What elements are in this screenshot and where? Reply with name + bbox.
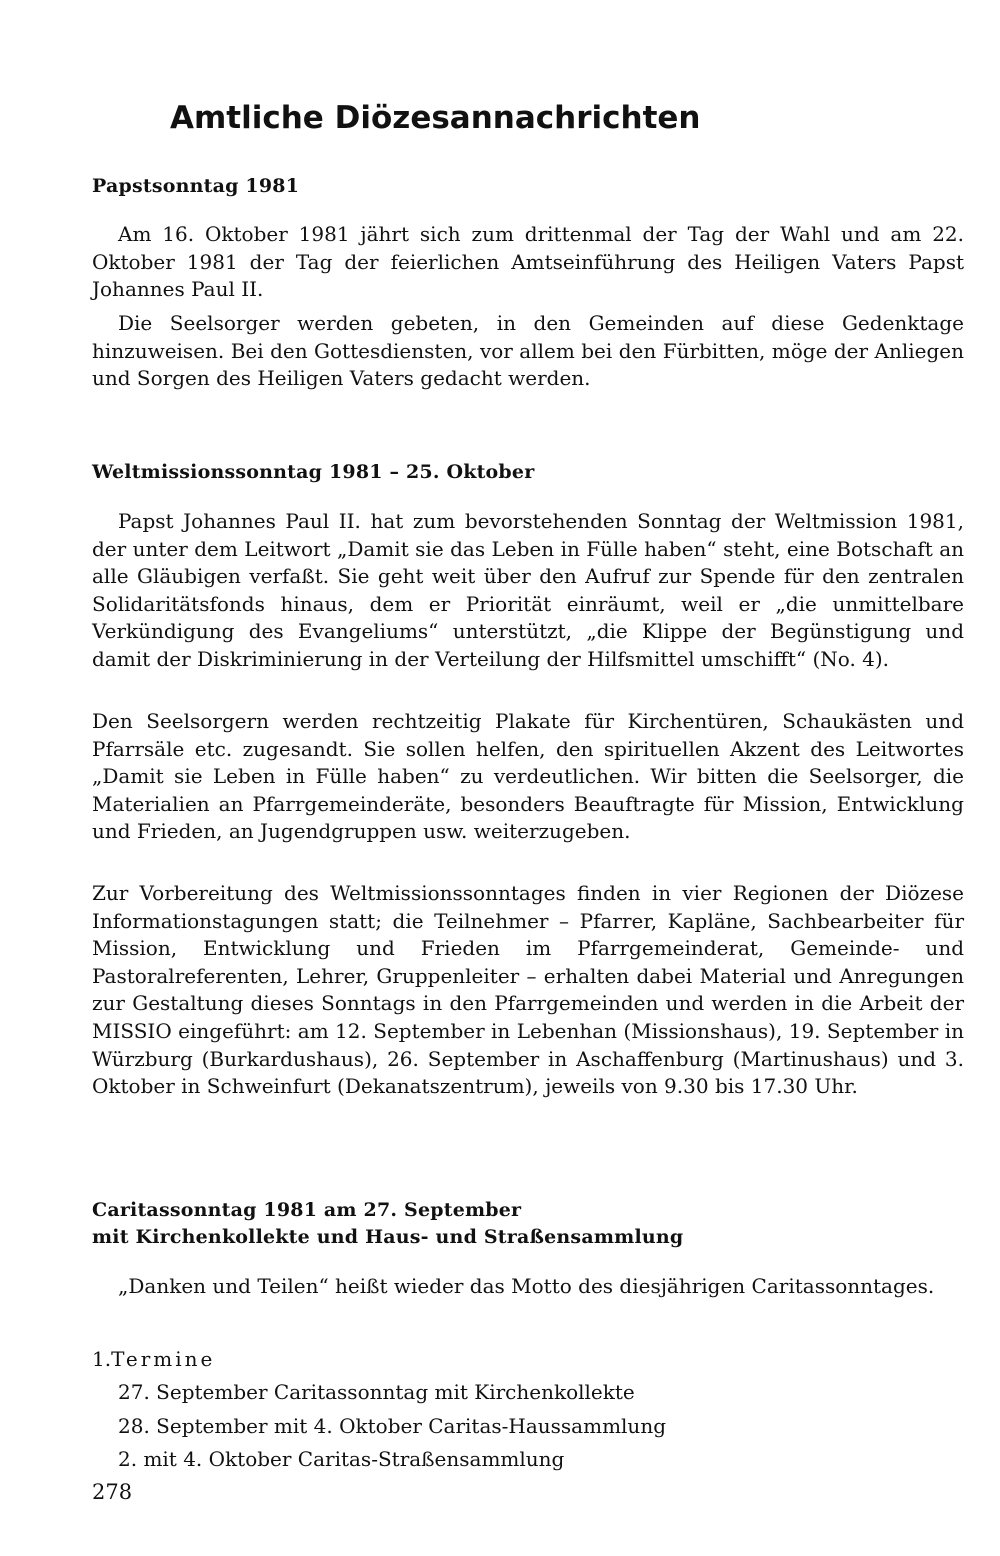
list-title-number: 1. [92,1347,112,1371]
list-title-text: Termine [111,1347,216,1371]
paragraph: „Danken und Teilen“ heißt wieder das Motto des diesjährigen Caritassonntages. [118,1274,935,1298]
paragraph: Am 16. Oktober 1981 jährt sich zum drittenmal der Tag der Wahl und am 22. Oktober 1981 der Tag der feierlichen Amtseinführung des Heiligen Vaters Papst Johannes Paul II. [92,222,964,302]
section-heading-caritassonntag: Caritassonntag 1981 am 27. September [92,1199,522,1221]
paragraph: Papst Johannes Paul II. hat zum bevorstehenden Sonntag der Weltmission 1981, der unter dem Leitwort „Damit sie das Leben in Fülle haben“ steht, eine Botschaft an alle Gläubigen verfaßt. Sie geht weit über den Aufruf zur Spende für den zentralen Solidaritätsfonds hinaus, dem er Priorität einräumt, weil er „die unmittelbare Verkündigung des Evangeliums“ unterstützt, „die Klippe der Begünstigung und damit der Diskriminierung in der Verteilung der Hilfsmittel umschifft“ (No. 4). [92,509,964,671]
page-title: Amtliche Diözesannachrichten [170,100,701,136]
list-item: 27. September Caritassonntag mit Kirchenkollekte [118,1380,635,1404]
paragraph: Die Seelsorger werden gebeten, in den Gemeinden auf diese Gedenktage hinzuweisen. Bei den Gottesdiensten, vor allem bei den Fürbitten, möge der Anliegen und Sorgen des Heiligen Vaters gedacht werden. [92,311,964,391]
list-item: 2. mit 4. Oktober Caritas-Straßensammlung [118,1447,565,1471]
page-number: 278 [92,1480,133,1504]
list-title [92,1345,215,1373]
paragraph: Zur Vorbereitung des Weltmissionssonntages finden in vier Regionen der Diözese Informationstagungen statt; die Teilnehmer – Pfarrer, Kapläne, Sachbearbeiter für Mission, Entwicklung und Frieden im Pfarrgemeinderat, Gemeinde- und Pastoralreferenten, Lehrer, Gruppenleiter – erhalten dabei Material und Anregungen zur Gestaltung dieses Sonntags in den Pfarrgemeinden und werden in die Arbeit der MISSIO eingeführt: am 12. September in Lebenhan (Missionshaus), 19. September in Würzburg (Burkardushaus), 26. September in Aschaffenburg (Martinushaus) und 3. Oktober in Schweinfurt (Dekanatszentrum), jeweils von 9.30 bis 17.30 Uhr. [92,881,964,1099]
section-subheading-caritassonntag: mit Kirchenkollekte und Haus- und Straßensammlung [92,1226,684,1248]
section-heading-papstsonntag: Papstsonntag 1981 [92,175,300,197]
section-heading-weltmissionssonntag: Weltmissionssonntag 1981 – 25. Oktober [92,461,535,483]
paragraph: Den Seelsorgern werden rechtzeitig Plakate für Kirchentüren, Schaukästen und Pfarrsäle etc. zugesandt. Sie sollen helfen, den spirituellen Akzent des Leitwortes „Damit sie Leben in Fülle haben“ zu verdeutlichen. Wir bitten die Seelsorger, die Materialien an Pfarrgemeinderäte, besonders Beauftragte für Mission, Entwicklung und Frieden, an Jugendgruppen usw. weiterzugeben. [92,709,964,844]
list-item: 28. September mit 4. Oktober Caritas-Haussammlung [118,1414,666,1438]
